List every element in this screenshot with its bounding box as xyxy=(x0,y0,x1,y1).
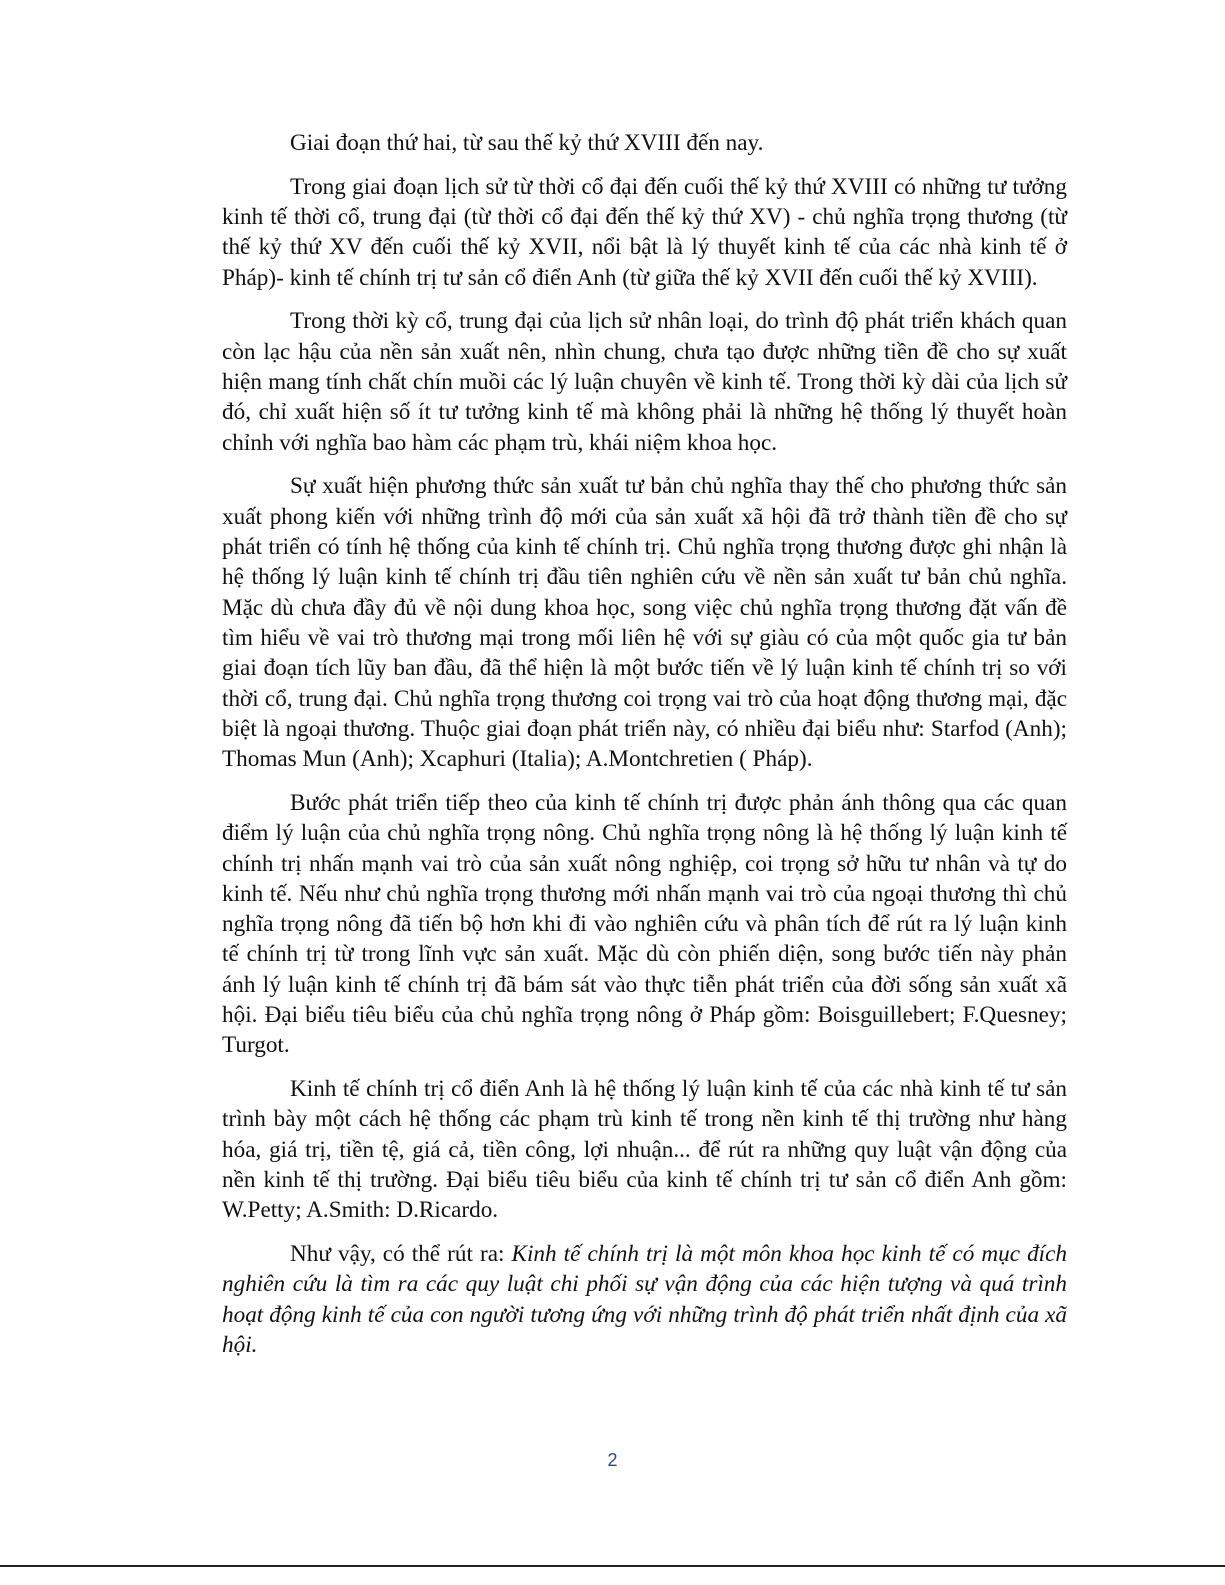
paragraph-1: Giai đoạn thứ hai, từ sau thế kỷ thứ XVIII đến nay. xyxy=(290,130,764,156)
page-number: 2 xyxy=(607,1450,618,1470)
paragraph-6: Kinh tế chính trị cổ điển Anh là hệ thống lý luận kinh tế của các nhà kinh tế tư sản trình bày một cách hệ thống các phạm trù kinh tế trong nền kinh tế thị trường như hàng hóa, giá trị, tiền tệ, giá cả, tiền công, lợi nhuận... để rút ra những quy luật vận động của nền kinh tế thị trường. Đại biểu tiêu biểu của kinh tế chính trị tư sản cổ điển Anh gồm: W.Petty; A.Smith: D.Ricardo. xyxy=(222,1076,1067,1224)
paragraph-4: Sự xuất hiện phương thức sản xuất tư bản chủ nghĩa thay thế cho phương thức sản xuất phong kiến với những trình độ mới của sản xuất xã hội đã trở thành tiền đề cho sự phát triển có tính hệ thống của kinh tế chính trị. Chủ nghĩa trọng thương được ghi nhận là hệ thống lý luận kinh tế chính trị đầu tiên nghiên cứu về nền sản xuất tư bản chủ nghĩa. Mặc dù chưa đầy đủ về nội dung khoa học, song việc chủ nghĩa trọng thương đặt vấn đề tìm hiểu về vai trò thương mại trong mối liên hệ với sự giàu có của một quốc gia tư bản giai đoạn tích lũy ban đầu, đã thể hiện là một bước tiến về lý luận kinh tế chính trị so với thời cổ, trung đại. Chủ nghĩa trọng thương coi trọng vai trò của hoạt động thương mại, đặc biệt là ngoại thương. Thuộc giai đoạn phát triển này, có nhiều đại biểu như: Starfod (Anh); Thomas Mun (Anh); Xcaphuri (Italia); A.Montchretien ( Pháp). xyxy=(222,473,1067,773)
paragraph-5: Bước phát triển tiếp theo của kinh tế chính trị được phản ánh thông qua các quan điểm lý luận của chủ nghĩa trọng nông. Chủ nghĩa trọng nông là hệ thống lý luận kinh tế chính trị nhấn mạnh vai trò của sản xuất nông nghiệp, coi trọng sở hữu tư nhân và tự do kinh tế. Nếu như chủ nghĩa trọng thương mới nhấn mạnh vai trò của ngoại thương thì chủ nghĩa trọng nông đã tiến bộ hơn khi đi vào nghiên cứu và phân tích để rút ra lý luận kinh tế chính trị từ trong lĩnh vực sản xuất. Mặc dù còn phiến diện, song bước tiến này phản ánh lý luận kinh tế chính trị đã bám sát vào thực tiễn phát triển của đời sống sản xuất xã hội. Đại biểu tiêu biểu của chủ nghĩa trọng nông ở Pháp gồm: Boisguillebert; F.Quesney; Turgot. xyxy=(222,789,1067,1059)
page-bottom-border xyxy=(0,1565,1225,1567)
conclusion-lead: Như vậy, có thể rút ra: xyxy=(290,1241,512,1268)
body-text xyxy=(222,128,1067,1374)
conclusion-paragraph xyxy=(222,1239,1067,1360)
conclusion-definition: Kinh tế chính trị là một môn khoa học kinh tế có mục đích nghiên cứu là tìm ra các quy luật chi phối sự vận động của các hiện tượng và quá trình hoạt động kinh tế của con người tương ứng với những trình độ phát triển nhất định của xã hội. xyxy=(222,1241,1067,1358)
paragraph-3: Trong thời kỳ cổ, trung đại của lịch sử nhân loại, do trình độ phát triển khách quan còn lạc hậu của nền sản xuất nên, nhìn chung, chưa tạo được những tiền đề cho sự xuất hiện mang tính chất chín muồi các lý luận chuyên về kinh tế. Trong thời kỳ dài của lịch sử đó, chỉ xuất hiện số ít tư tưởng kinh tế mà không phải là những hệ thống lý thuyết hoàn chỉnh với nghĩa bao hàm các phạm trù, khái niệm khoa học. xyxy=(222,308,1067,456)
paragraph-2: Trong giai đoạn lịch sử từ thời cổ đại đến cuối thế kỷ thứ XVIII có những tư tưởng kinh tế thời cổ, trung đại (từ thời cổ đại đến thế kỷ thứ XV) - chủ nghĩa trọng thương (từ thế kỷ thứ XV đến cuối thế kỷ XVII, nổi bật là lý thuyết kinh tế của các nhà kinh tế ở Pháp)- kinh tế chính trị tư sản cổ điển Anh (từ giữa thế kỷ XVII đến cuối thế kỷ XVIII). xyxy=(222,173,1067,291)
